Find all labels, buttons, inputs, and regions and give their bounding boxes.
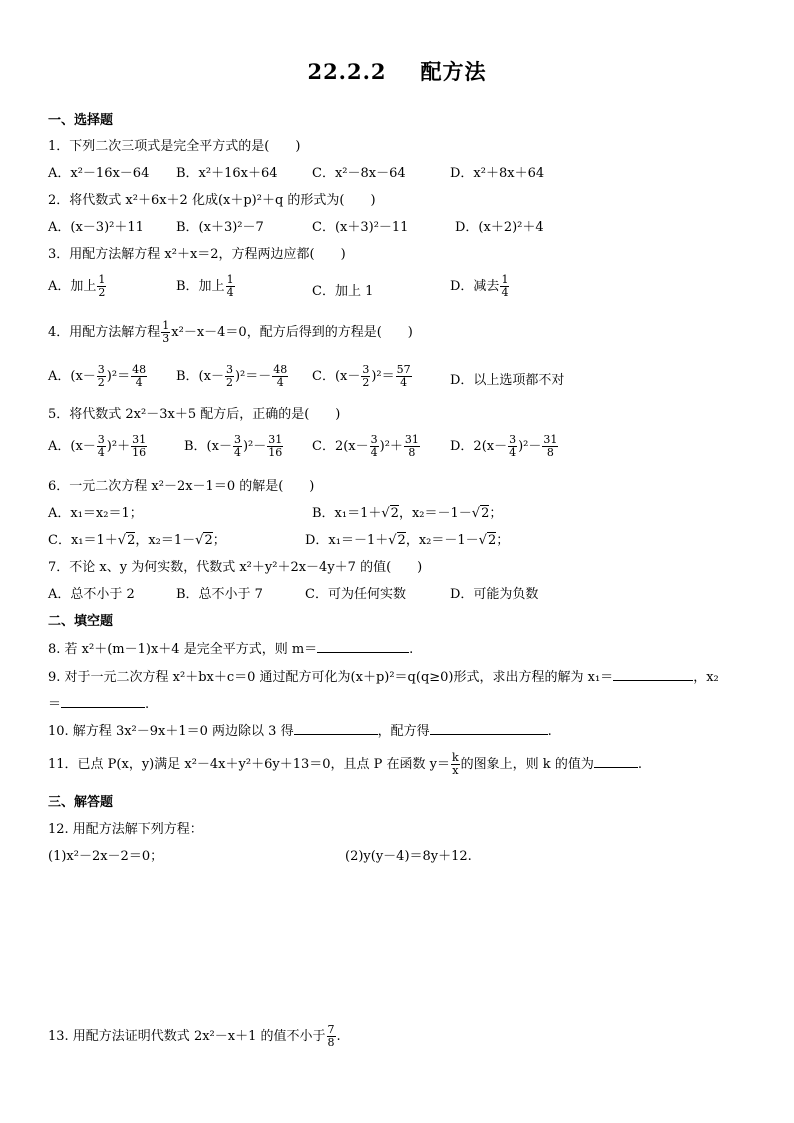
title-name: 配方法 xyxy=(420,59,487,84)
q3-option-d xyxy=(450,274,510,299)
q1-option-d: D．x²＋8x＋64 xyxy=(450,166,545,181)
q7-option-d: D．可能为负数 xyxy=(450,587,539,602)
q5-option-d: D．2(x－ $\frac{3}{4}$ )²－ $\frac{31}{8}$ xyxy=(450,433,558,459)
q12-part1: (1)x²－2x－2＝0； xyxy=(48,849,164,864)
q6-option-b: B．x₁＝1＋√2，x₂＝－1－√2； xyxy=(312,506,503,521)
q1-option-a: A．x²－16x－64 xyxy=(48,166,150,181)
q6-option-c: C．x₁＝1＋√2，x₂＝1－√2； xyxy=(48,533,226,548)
q2-option-b: B．(x＋3)²－7 xyxy=(176,220,264,235)
q3-b-label: B．加上 xyxy=(176,279,225,294)
q7-option-a: A．总不小于 2 xyxy=(48,587,135,602)
q3-d-label: D．减去 xyxy=(450,279,500,294)
q11-fraction: $\frac{k}{x}$ xyxy=(452,751,459,777)
page-title xyxy=(0,56,794,86)
q10: 10. 解方程 3x²－9x＋1＝0 两边除以 3 得 ，配方得 . xyxy=(48,724,552,739)
q5-option-a: A．(x－ $\frac{3}{4}$ )²＋ $\frac{31}{16}$ xyxy=(48,433,147,459)
q5-option-b: B．(x－ $\frac{3}{4}$ )²－ $\frac{31}{16}$ xyxy=(184,433,283,459)
q9-line2: ＝ . xyxy=(48,697,150,712)
q10-blank-divide[interactable] xyxy=(294,722,378,735)
q10-blank-complete[interactable] xyxy=(430,722,548,735)
q5-stem: 5．将代数式 2x²－3x＋5 配方后，正确的是( ) xyxy=(48,407,341,422)
q8-blank[interactable] xyxy=(317,640,409,653)
q4-option-d: D．以上选项都不对 xyxy=(450,373,565,388)
q3-d-fraction: $\frac{1}{4}$ xyxy=(501,273,509,299)
section-fill: 二、填空题 xyxy=(48,614,114,629)
q9: 9. 对于一元二次方程 x²＋bx＋c＝0 通过配方可化为(x＋p)²＝q(q≥0)形式，求出方程的解为 x₁＝ ，x₂ xyxy=(48,670,719,685)
q1-stem: 1．下列二次三项式是完全平方式的是( ) xyxy=(48,139,301,154)
q12-stem: 12. 用配方法解下列方程： xyxy=(48,822,203,837)
q7-option-c: C．可为任何实数 xyxy=(305,587,406,602)
q1-option-b: B．x²＋16x＋64 xyxy=(176,166,278,181)
q3-a-fraction: $\frac{1}{2}$ xyxy=(98,273,106,299)
q2-option-d: D．(x＋2)²＋4 xyxy=(455,220,544,235)
q6-stem: 6．一元二次方程 x²－2x－1＝0 的解是( ) xyxy=(48,479,315,494)
q2-option-c: C．(x＋3)²－11 xyxy=(312,220,409,235)
q4-option-c: C．(x－ $\frac{3}{2}$ )²＝ $\frac{57}{4}$ xyxy=(312,363,411,389)
q5-option-c: C．2(x－ $\frac{3}{4}$ )²＋ $\frac{31}{8}$ xyxy=(312,433,419,459)
section-solve: 三、解答题 xyxy=(48,795,114,810)
q6-option-d: D．x₁＝－1＋√2，x₂＝－1－√2； xyxy=(305,533,510,548)
section-choice: 一、选择题 xyxy=(48,113,114,128)
q9-blank-x2[interactable] xyxy=(61,695,145,708)
q2-stem: 2．将代数式 x²＋6x＋2 化成(x＋p)²＋q 的形式为( ) xyxy=(48,193,376,208)
q7-option-b: B．总不小于 7 xyxy=(176,587,263,602)
q11-blank[interactable] xyxy=(594,755,638,768)
q3-option-a xyxy=(48,274,107,299)
q3-b-fraction: $\frac{1}{4}$ xyxy=(226,273,234,299)
q1-option-c: C．x²－8x－64 xyxy=(312,166,406,181)
q12-part2: (2)y(y－4)＝8y＋12. xyxy=(345,849,472,864)
q3-stem: 3．用配方法解方程 x²＋x＝2，方程两边应都( ) xyxy=(48,247,346,262)
q4-stem-fraction: $\frac{1}{3}$ xyxy=(162,319,170,345)
q3-option-b xyxy=(176,274,236,299)
title-number: 22.2.2 xyxy=(307,59,387,84)
q9-blank-x1[interactable] xyxy=(613,668,693,681)
q8: 8. 若 x²＋(m－1)x＋4 是完全平方式，则 m＝ . xyxy=(48,642,414,657)
q4-option-a: A．(x－ $\frac{3}{2}$ )²＝ $\frac{48}{4}$ xyxy=(48,363,147,389)
q3-a-label: A．加上 xyxy=(48,279,97,294)
q7-stem: 7．不论 x、y 为何实数，代数式 x²＋y²＋2x－4y＋7 的值( ) xyxy=(48,560,423,575)
q4-stem: 4．用配方法解方程 $\frac{1}{3}$ x²－x－4＝0，配方后得到的方程是( ) xyxy=(48,319,413,345)
q2-option-a: A．(x－3)²＋11 xyxy=(48,220,144,235)
q3-option-c: C．加上 1 xyxy=(312,284,374,299)
q11: 11．已点 P(x，y)满足 x²－4x＋y²＋6y＋13＝0，且点 P 在函数 y＝ $\frac{k}{x}$ 的图象上，则 k 的值为 . xyxy=(48,751,642,777)
q6-option-a: A．x₁＝x₂＝1； xyxy=(48,506,143,521)
q4-option-b: B．(x－ $\frac{3}{2}$ )²＝－ $\frac{48}{4}$ xyxy=(176,363,288,389)
q13: 13. 用配方法证明代数式 2x²－x＋1 的值不小于 $\frac{7}{8}$ . xyxy=(48,1023,341,1049)
q13-fraction: $\frac{7}{8}$ xyxy=(327,1023,335,1049)
